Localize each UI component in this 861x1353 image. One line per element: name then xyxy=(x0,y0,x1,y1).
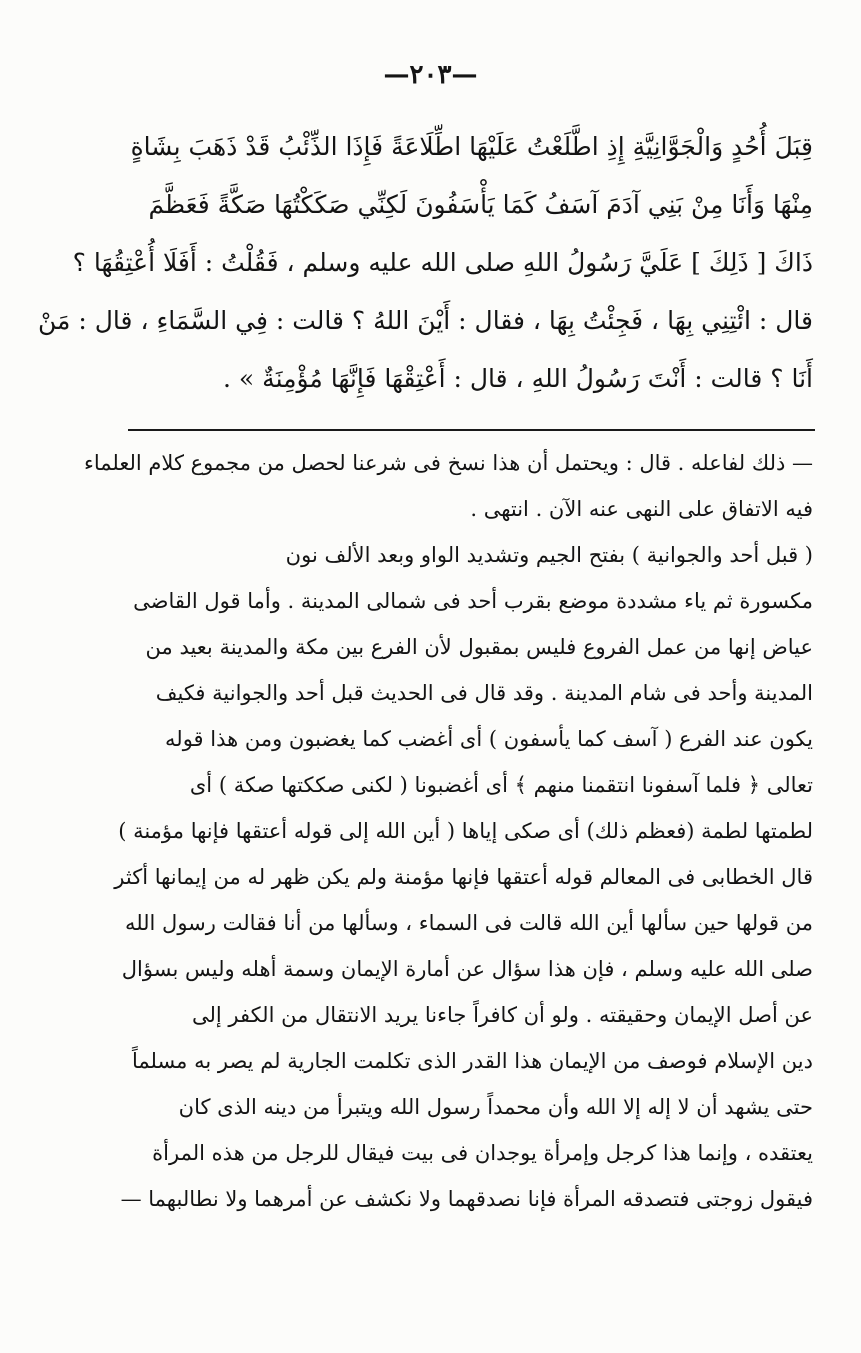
hadith-line: ذَاكَ [ ذَلِكَ ] عَلَيَّ رَسُولُ اللهِ صلى الله عليه وسلم ، فَقُلْتُ : أَفَلَا أُعْتِقُهَا ؟ xyxy=(72,248,813,277)
commentary-line: مكسورة ثم ياء مشددة موضع بقرب أحد فى شمالى المدينة . وأما قول القاضى xyxy=(133,589,813,613)
page-number: —٢٠٣— xyxy=(383,60,478,90)
commentary-line: عن أصل الإيمان وحقيقته . ولو أن كافراً جاءنا يريد الانتقال من الكفر إلى xyxy=(191,1003,813,1027)
hadith-line: مِنْهَا وَأَنَا مِنْ بَنِي آدَمَ آسَفُ كَمَا يَأْسَفُونَ لَكِنِّي صَكَكْتُهَا صَكَّةً فَعَظَّمَ xyxy=(148,190,813,219)
commentary-line: تعالى ﴿ فلما آسفونا انتقمنا منهم ﴾ أى أغضبونا ( لكنى صككتها صكة ) أى xyxy=(189,773,813,797)
commentary-line: من قولها حين سألها أين الله قالت فى السماء ، وسألها من أنا فقالت رسول الله xyxy=(124,911,813,935)
commentary-line: — ذلك لفاعله . قال : ويحتمل أن هذا نسخ فى شرعنا لحصل من مجموع كلام العلماء xyxy=(84,451,813,475)
commentary-line: حتى يشهد أن لا إله إلا الله وأن محمداً رسول الله ويتبرأ من دينه الذى كان xyxy=(178,1095,813,1119)
commentary-line: المدينة وأحد فى شام المدينة . وقد قال فى الحديث قبل أحد والجوانية فكيف xyxy=(155,681,813,705)
section-divider xyxy=(128,429,815,431)
hadith-line: قِبَلَ أُحُدٍ وَالْجَوَّانِيَّةِ إِذِ اطَّلَعْتُ عَلَيْهَا اطِّلَاعَةً فَإِذَا الذِّئْبُ قَدْ ذَهَبَ بِشَاةٍ xyxy=(130,132,813,161)
hadith-line: أَنَا ؟ قالت : أَنْتَ رَسُولُ اللهِ ، قال : أَعْتِقْهَا فَإِنَّهَا مُؤْمِنَةٌ » . xyxy=(223,364,813,393)
commentary-line: دين الإسلام فوصف من الإيمان هذا القدر الذى تكلمت الجارية لم يصر به مسلماً xyxy=(131,1049,813,1073)
commentary-line: فيه الاتفاق على النهى عنه الآن . انتهى . xyxy=(470,497,813,521)
hadith-text-block xyxy=(38,118,813,408)
commentary-line: صلى الله عليه وسلم ، فإن هذا سؤال عن أمارة الإيمان وسمة أهله وليس بسؤال xyxy=(121,957,813,981)
commentary-line: يعتقده ، وإنما هذا كرجل وإمرأة يوجدان فى بيت فيقال للرجل من هذه المرأة xyxy=(152,1141,813,1165)
commentary-line: فيقول زوجتى فتصدقه المرأة فإنا نصدقهما ولا نكشف عن أمرهما ولا نطالبهما — xyxy=(120,1187,813,1211)
commentary-line: يكون عند الفرع ( آسف كما يأسفون ) أى أغضب كما يغضبون ومن هذا قوله xyxy=(165,727,813,751)
commentary-block xyxy=(84,440,813,1222)
commentary-line: ( قبل أحد والجوانية ) بفتح الجيم وتشديد الواو وبعد الألف نون xyxy=(285,543,813,567)
commentary-line: لطمتها لطمة (فعظم ذلك) أى صكى إياها ( أين الله إلى قوله أعتقها فإنها مؤمنة ) xyxy=(118,819,813,843)
commentary-line: قال الخطابى فى المعالم قوله أعتقها فإنها مؤمنة ولم يكن ظهر له من إيمانها أكثر xyxy=(114,865,813,889)
commentary-line: عياض إنها من عمل الفروع فليس بمقبول لأن الفرع بين مكة والمدينة بعيد من xyxy=(145,635,813,659)
hadith-line: قال : ائْتِنِي بِهَا ، فَجِئْتُ بِهَا ، فقال : أَيْنَ اللهُ ؟ قالت : فِي السَّمَاءِ ، قال : مَنْ xyxy=(38,306,813,335)
